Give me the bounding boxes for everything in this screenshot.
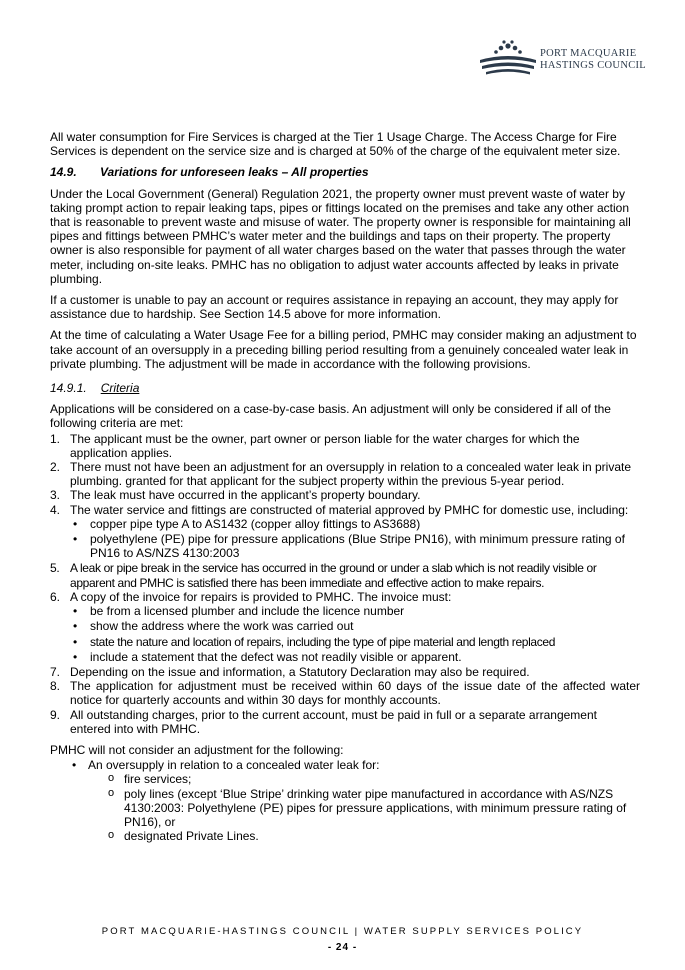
- bullet-icon: •: [73, 604, 78, 619]
- list-item: 7. Depending on the issue and information, a Statutory Declaration may also be required.: [50, 664, 530, 679]
- list-item: 9. All outstanding charges, prior to the current account, must be paid in full or a separate arrangement entered into with PMHC.: [50, 707, 597, 736]
- logo-mark-icon: [478, 38, 538, 78]
- list-item: 1. The applicant must be the owner, part owner or person liable for the water charges for which the application applies.: [50, 431, 580, 460]
- exclusions-list: [50, 758, 640, 843]
- list-item: • polyethylene (PE) pipe for pressure applications (Blue Stripe PN16), with minimum pressure rating of PN16 to AS/NZS 4130:2003: [73, 532, 625, 561]
- section-number: 14.9.: [50, 165, 77, 180]
- list-item: • include a statement that the defect was not readily visible or apparent.: [73, 649, 462, 664]
- invoice-requirements-list: [70, 604, 640, 664]
- list-item: • be from a licensed plumber and include the licence number: [73, 604, 405, 619]
- list-item: • show the address where the work was carried out: [73, 619, 354, 634]
- list-item: 5. A leak or pipe break in the service has occurred in the ground or under a slab which is not readily visible or apparent and PMHC is satisfied there has been immediate and effective action to make repairs.: [50, 561, 597, 590]
- bullet-icon: •: [73, 619, 78, 634]
- list-item: o fire services;: [108, 772, 192, 787]
- list-item: 8. The application for adjustment must be received within 60 days of the issue date of the affected water notice for quarterly accounts and within 30 days for monthly accounts.: [50, 679, 640, 708]
- criteria-list: [50, 432, 640, 736]
- list-item: • An oversupply in relation to a concealed water leak for: o fire services; o poly lines (except ‘Blue Stripe’ drinking water pipe manufactured in accordance with AS/NZS 4130:2003: Polyethylene (PE) pipes for pressure applications, with minimum pressure rating of PN16), or o designated Private Lines.: [50, 758, 640, 843]
- page-number: - 24 -: [327, 942, 358, 953]
- bullet-icon: •: [73, 649, 78, 664]
- list-item: 2. There must not have been an adjustment for an oversupply in relation to a concealed water leak in private plumbing. granted for that applicant for the subject property within the previous 5-year period.: [50, 460, 631, 489]
- circle-bullet-icon: o: [108, 772, 115, 785]
- exclusions-intro: PMHC will not consider an adjustment for the following:: [50, 742, 344, 757]
- section-paragraph: Under the Local Government (General) Regulation 2021, the property owner must prevent waste of water by taking prompt action to repair leaking taps, pipes or fittings located on the premises and take any other action that is reasonable to prevent waste and misuse of water. The property owner is responsible for maintaining all pipes and fittings between PMHC’s water meter and the buildings and taps on their property. The property owner is also responsible for payment of all water charges based on the water that passes through the water meter, including on-site leaks. PMHC has no obligation to adjust water accounts affected by leaks in private plumbing.: [50, 186, 631, 286]
- list-item: • state the nature and location of repairs, including the type of pipe material and length replaced: [73, 634, 556, 649]
- exclusions-sublist: [88, 772, 640, 843]
- list-item: o designated Private Lines.: [108, 829, 259, 844]
- bullet-icon: •: [73, 634, 77, 649]
- bullet-icon: •: [72, 758, 77, 773]
- list-item: 4. The water service and fittings are constructed of material approved by PMHC for domestic use, including: • copper pipe type A to AS1432 (copper alloy fittings to AS3688) • polyethylene (PE) pipe for pressure applications (Blue Stripe PN16), with minimum pressure rating of PN16 to AS/NZS 4130:2003: [50, 503, 640, 561]
- section-paragraph: At the time of calculating a Water Usage Fee for a billing period, PMHC may consider making an adjustment to take account of an oversupply in a preceding billing period resulting from a genuinely concealed water leak in private plumbing. The adjustment will be made in accordance with the following provisions.: [50, 328, 637, 371]
- list-item: o poly lines (except ‘Blue Stripe’ drinking water pipe manufactured in accordance with AS/NZS 4130:2003: Polyethylene (PE) pipes for pressure applications, with minimum pressure rating of PN16), or: [108, 786, 627, 829]
- section-title: Variations for unforeseen leaks – All properties: [100, 165, 369, 180]
- page-footer: PORT MACQUARIE-HASTINGS COUNCIL | WATER SUPPLY SERVICES POLICY: [101, 926, 584, 937]
- section-paragraph: If a customer is unable to pay an account or requires assistance in repaying an account, they may apply for assistance due to hardship. See Section 14.5 above for more information.: [50, 293, 619, 322]
- intro-paragraph: All water consumption for Fire Services is charged at the Tier 1 Usage Charge. The Access Charge for Fire Services is dependent on the service size and is charged at 50% of the charge of the equivalent meter size.: [50, 130, 621, 159]
- page-body: [50, 130, 640, 843]
- section-heading: [50, 165, 640, 179]
- subsection-heading: [50, 381, 640, 395]
- logo-line1: PORT MACQUARIE: [540, 48, 637, 59]
- circle-bullet-icon: o: [108, 829, 115, 842]
- list-item: 3. The leak must have occurred in the applicant’s property boundary.: [50, 488, 421, 503]
- materials-list: [70, 517, 640, 561]
- bullet-icon: •: [73, 516, 78, 531]
- list-item: • copper pipe type A to AS1432 (copper alloy fittings to AS3688): [73, 516, 421, 531]
- bullet-icon: •: [73, 532, 78, 547]
- subsection-number: 14.9.1.: [50, 381, 87, 396]
- logo-line2: HASTINGS COUNCIL: [540, 60, 647, 71]
- criteria-intro: Applications will be considered on a case-by-case basis. An adjustment will only be considered if all of the following criteria are met:: [50, 402, 611, 431]
- circle-bullet-icon: o: [108, 786, 115, 799]
- list-item: 6. A copy of the invoice for repairs is provided to PMHC. The invoice must: • be from a licensed plumber and include the licence number • show the address where the work was carried out • state the nature and location of repairs, including the type of pipe material and length replaced • include a statement that the defect was not readily visible or apparent.: [50, 590, 640, 664]
- council-logo: [478, 38, 648, 80]
- subsection-title: Criteria: [100, 381, 140, 396]
